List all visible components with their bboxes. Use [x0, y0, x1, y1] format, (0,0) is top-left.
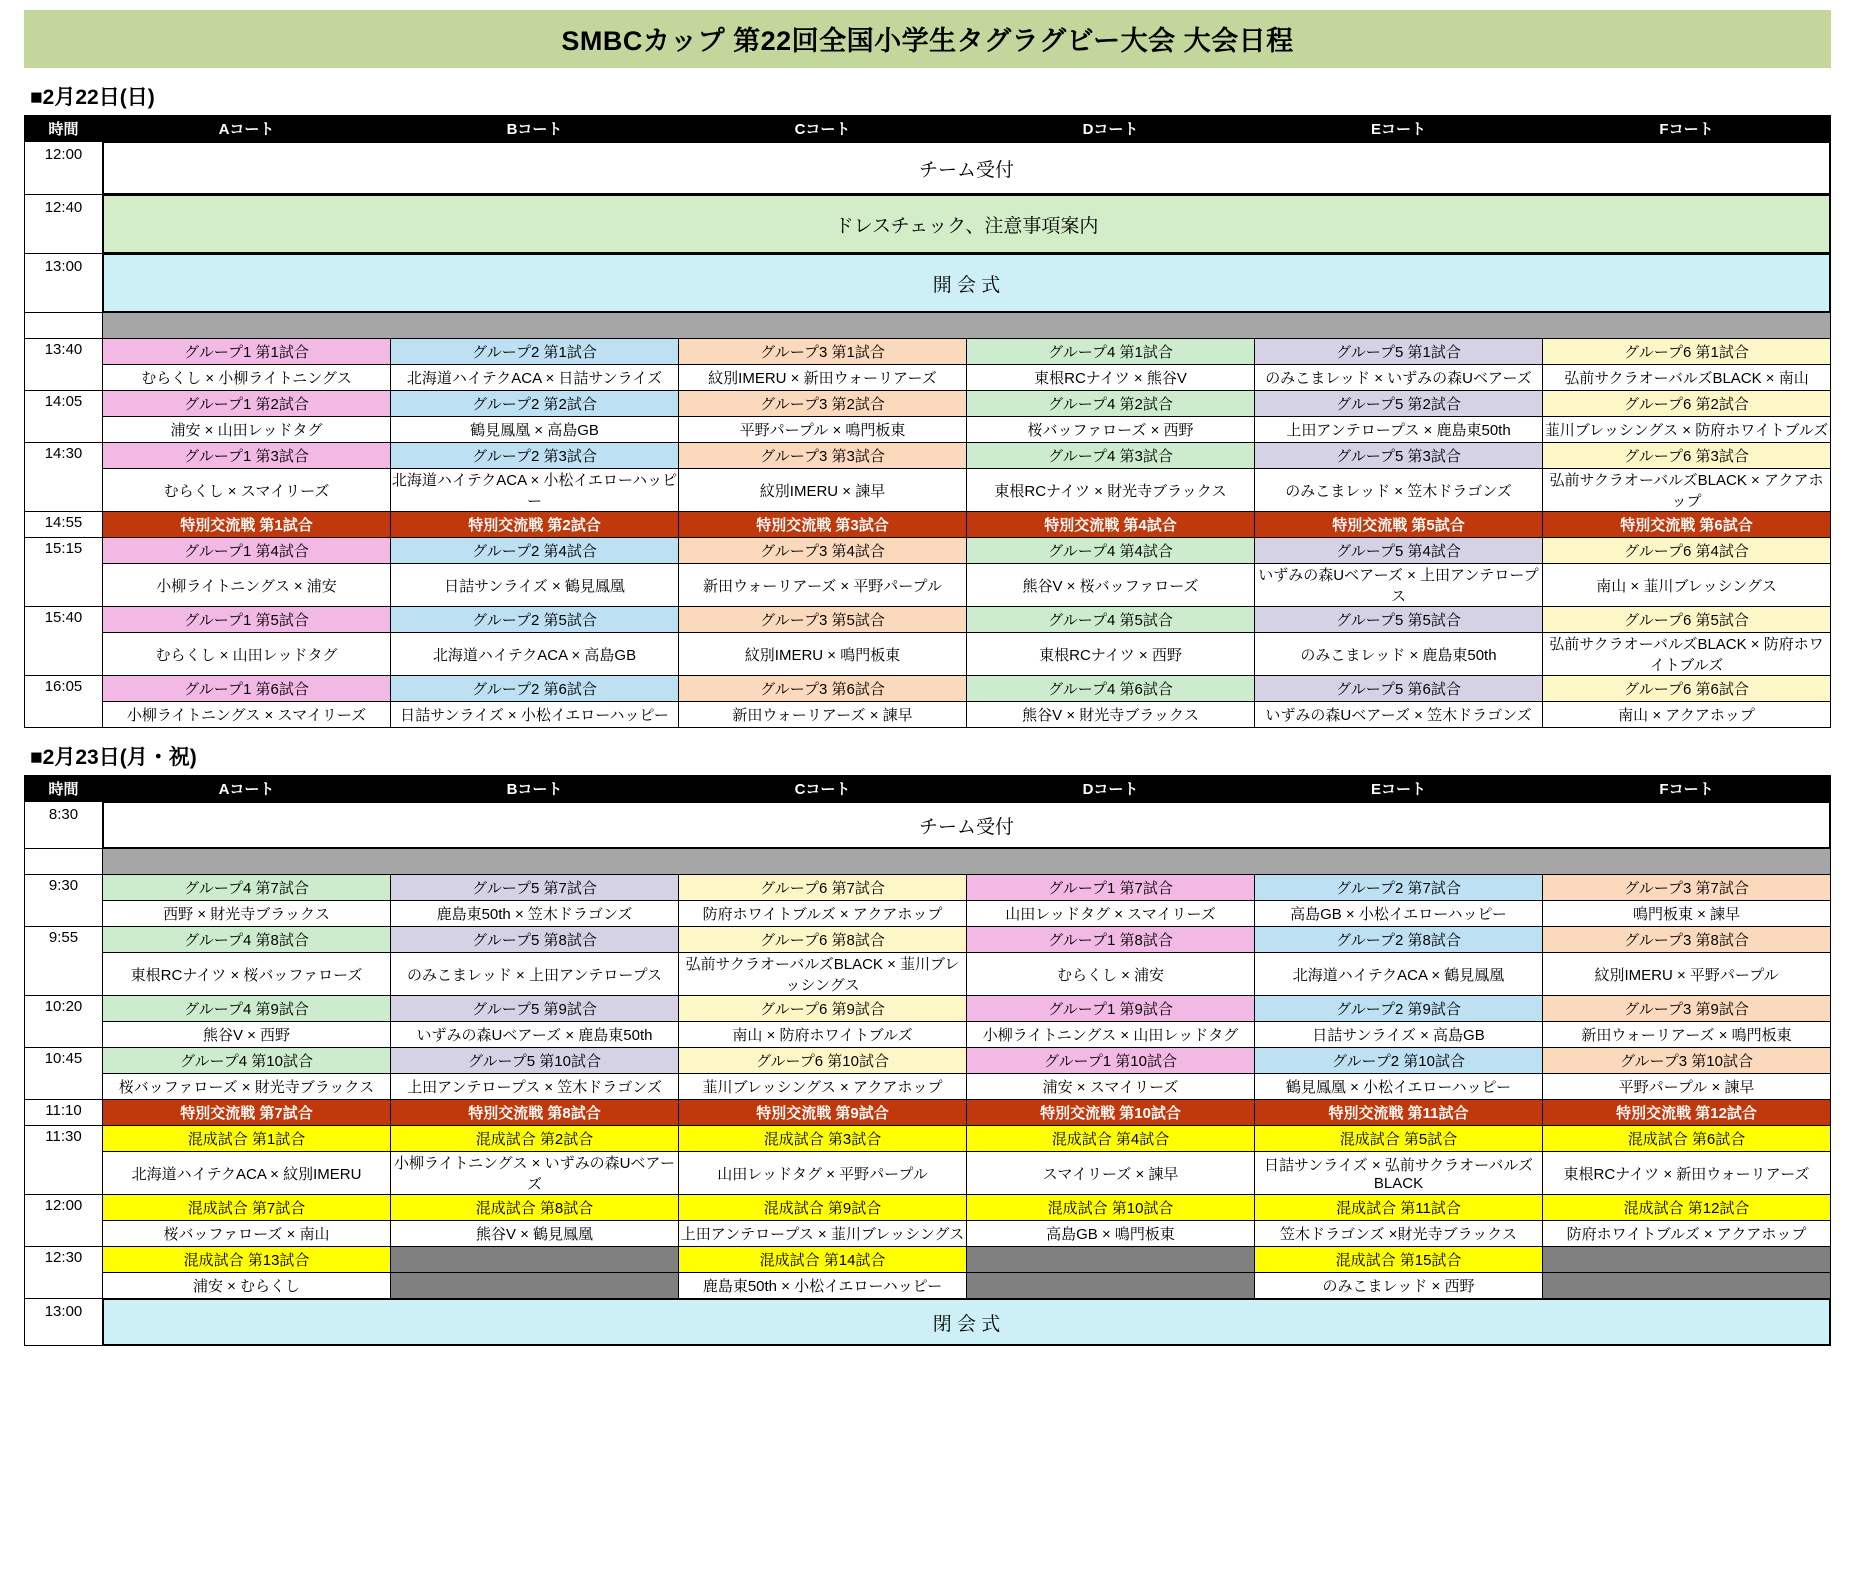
match-teams-court-2: 鹿島東50th × 笠木ドラゴンズ [391, 901, 679, 927]
page-title: SMBCカップ 第22回全国小学生タグラグビー大会 大会日程 [24, 10, 1831, 68]
match-teams-court-2: 熊谷V × 鶴見鳳凰 [391, 1221, 679, 1247]
match-teams-court-3: 弘前サクラオーバルズBLACK × 韮川ブレッシングス [679, 953, 967, 996]
match-teams-court-6 [1543, 1273, 1831, 1299]
match-label-court-5: グループ2 第8試合 [1255, 927, 1543, 953]
match-teams-court-1: 熊谷V × 西野 [103, 1022, 391, 1048]
special-match-court-5: 特別交流戦 第11試合 [1255, 1100, 1543, 1126]
time-label: 13:40 [25, 339, 103, 391]
day2-match-label-row-10 [25, 1126, 1831, 1152]
match-teams-court-6: 弘前サクラオーバルズBLACK × 南山 [1543, 365, 1831, 391]
match-teams-court-4: 桜バッファローズ × 西野 [967, 417, 1255, 443]
match-label-court-1: グループ4 第8試合 [103, 927, 391, 953]
match-teams-court-2: 北海道ハイテクACA × 小松イエローハッピー [391, 469, 679, 512]
match-teams-court-5: 高島GB × 小松イエローハッピー [1255, 901, 1543, 927]
time-label: 12:40 [25, 195, 103, 254]
column-header-court-4: Dコート [967, 776, 1255, 802]
match-label-court-4: グループ4 第5試合 [967, 607, 1255, 633]
match-teams-court-1: むらくし × 山田レッドタグ [103, 633, 391, 676]
match-label-court-1: グループ1 第3試合 [103, 443, 391, 469]
match-label-court-3: グループ3 第1試合 [679, 339, 967, 365]
schedule-band: チーム受付 [103, 802, 1830, 848]
time-label: 12:30 [25, 1247, 103, 1299]
day2-band-row-99 [25, 1299, 1831, 1346]
match-label-court-5: グループ5 第5試合 [1255, 607, 1543, 633]
match-teams-court-1: 西野 × 財光寺ブラックス [103, 901, 391, 927]
match-label-court-6: グループ6 第5試合 [1543, 607, 1831, 633]
match-label-court-4: グループ1 第9試合 [967, 996, 1255, 1022]
match-label-court-5: グループ2 第10試合 [1255, 1048, 1543, 1074]
match-teams-court-3: 紋別IMERU × 鳴門板東 [679, 633, 967, 676]
match-teams-court-1: 浦安 × 山田レッドタグ [103, 417, 391, 443]
time-label: 13:00 [25, 1299, 103, 1346]
match-teams-court-5: 日詰サンライズ × 高島GB [1255, 1022, 1543, 1048]
match-label-court-6: グループ6 第4試合 [1543, 538, 1831, 564]
match-label-court-5: 混成試合 第15試合 [1255, 1247, 1543, 1273]
match-label-court-6: グループ6 第2試合 [1543, 391, 1831, 417]
match-label-court-3: 混成試合 第3試合 [679, 1126, 967, 1152]
match-label-court-5: グループ5 第3試合 [1255, 443, 1543, 469]
day2-match-teams-row-12 [25, 1273, 1831, 1299]
schedule-band: 閉 会 式 [103, 1299, 1830, 1345]
day1-special-row [25, 512, 1831, 538]
time-label: 11:10 [25, 1100, 103, 1126]
match-teams-court-1: 北海道ハイテクACA × 紋別IMERU [103, 1152, 391, 1195]
schedule-band-cell [103, 1299, 1831, 1346]
match-label-court-5: グループ5 第6試合 [1255, 676, 1543, 702]
special-match-court-3: 特別交流戦 第9試合 [679, 1100, 967, 1126]
match-teams-court-3: 上田アンテロープス × 韮川ブレッシングス [679, 1221, 967, 1247]
time-label: 9:55 [25, 927, 103, 996]
column-header-time: 時間 [25, 116, 103, 142]
match-teams-court-6: 紋別IMERU × 平野パープル [1543, 953, 1831, 996]
match-label-court-6 [1543, 1247, 1831, 1273]
match-label-court-1: グループ4 第7試合 [103, 875, 391, 901]
match-label-court-2: 混成試合 第2試合 [391, 1126, 679, 1152]
match-label-court-4: グループ4 第3試合 [967, 443, 1255, 469]
day2-match-teams-row-3 [25, 1074, 1831, 1100]
match-label-court-2 [391, 1247, 679, 1273]
match-label-court-2: グループ2 第5試合 [391, 607, 679, 633]
day1-match-teams-row-1 [25, 417, 1831, 443]
match-label-court-4: 混成試合 第4試合 [967, 1126, 1255, 1152]
match-label-court-4: グループ1 第8試合 [967, 927, 1255, 953]
match-teams-court-2: いずみの森Uベアーズ × 鹿島東50th [391, 1022, 679, 1048]
day1-match-label-row-2 [25, 443, 1831, 469]
match-teams-court-6: 鳴門板東 × 諫早 [1543, 901, 1831, 927]
match-teams-court-3: 紋別IMERU × 新田ウォーリアーズ [679, 365, 967, 391]
match-label-court-2: グループ5 第9試合 [391, 996, 679, 1022]
match-label-court-6: グループ6 第3試合 [1543, 443, 1831, 469]
match-label-court-3: 混成試合 第14試合 [679, 1247, 967, 1273]
match-label-court-3: 混成試合 第9試合 [679, 1195, 967, 1221]
match-teams-court-6: 防府ホワイトブルズ × アクアホップ [1543, 1221, 1831, 1247]
match-teams-court-5: 北海道ハイテクACA × 鶴見鳳凰 [1255, 953, 1543, 996]
match-teams-court-2 [391, 1273, 679, 1299]
match-label-court-1: 混成試合 第7試合 [103, 1195, 391, 1221]
match-teams-court-6: 東根RCナイツ × 新田ウォーリアーズ [1543, 1152, 1831, 1195]
match-teams-court-5: いずみの森Uベアーズ × 上田アンテロープス [1255, 564, 1543, 607]
match-label-court-5: グループ5 第1試合 [1255, 339, 1543, 365]
column-header-court-1: Aコート [103, 116, 391, 142]
match-label-court-1: グループ1 第6試合 [103, 676, 391, 702]
gray-separator [103, 849, 1831, 875]
column-header-court-4: Dコート [967, 116, 1255, 142]
match-teams-court-5: 日詰サンライズ × 弘前サクラオーバルズBLACK [1255, 1152, 1543, 1195]
special-match-court-6: 特別交流戦 第12試合 [1543, 1100, 1831, 1126]
match-teams-court-1: むらくし × スマイリーズ [103, 469, 391, 512]
column-header-court-3: Cコート [679, 116, 967, 142]
match-label-court-5: グループ5 第2試合 [1255, 391, 1543, 417]
match-teams-court-1: 小柳ライトニングス × 浦安 [103, 564, 391, 607]
day1-match-label-row-12 [25, 676, 1831, 702]
match-teams-court-3: 平野パープル × 鳴門板東 [679, 417, 967, 443]
day1-match-teams-row-11 [25, 633, 1831, 676]
day1-match-teams-row-10 [25, 564, 1831, 607]
match-teams-court-2: 北海道ハイテクACA × 日詰サンライズ [391, 365, 679, 391]
column-header-court-3: Cコート [679, 776, 967, 802]
schedule-band-cell [103, 802, 1831, 849]
match-label-court-2: グループ5 第8試合 [391, 927, 679, 953]
day1-separator-row [25, 313, 1831, 339]
match-label-court-6: 混成試合 第12試合 [1543, 1195, 1831, 1221]
day2-match-label-row-12 [25, 1247, 1831, 1273]
day2-match-teams-row-0 [25, 901, 1831, 927]
day1-header-row [25, 116, 1831, 142]
match-label-court-6: グループ3 第9試合 [1543, 996, 1831, 1022]
match-teams-court-6: 南山 × 韮川ブレッシングス [1543, 564, 1831, 607]
match-teams-court-4: 熊谷V × 桜バッファローズ [967, 564, 1255, 607]
match-teams-court-1: 小柳ライトニングス × スマイリーズ [103, 702, 391, 728]
match-label-court-2: グループ2 第1試合 [391, 339, 679, 365]
day2-table [24, 775, 1831, 1346]
day2-match-label-row-3 [25, 1048, 1831, 1074]
match-label-court-2: グループ2 第4試合 [391, 538, 679, 564]
special-match-court-3: 特別交流戦 第3試合 [679, 512, 967, 538]
match-teams-court-1: 東根RCナイツ × 桜バッファローズ [103, 953, 391, 996]
match-label-court-6: グループ3 第10試合 [1543, 1048, 1831, 1074]
schedule-band-cell [103, 254, 1831, 313]
match-teams-court-5: いずみの森Uベアーズ × 笠木ドラゴンズ [1255, 702, 1543, 728]
time-label: 12:00 [25, 1195, 103, 1247]
day2-match-label-row-11 [25, 1195, 1831, 1221]
time-label-empty [25, 849, 103, 875]
match-teams-court-4: 高島GB × 鳴門板東 [967, 1221, 1255, 1247]
column-header-court-2: Bコート [391, 116, 679, 142]
special-match-court-6: 特別交流戦 第6試合 [1543, 512, 1831, 538]
match-teams-court-4: スマイリーズ × 諫早 [967, 1152, 1255, 1195]
match-teams-court-1: 桜バッファローズ × 南山 [103, 1221, 391, 1247]
column-header-court-5: Eコート [1255, 116, 1543, 142]
match-label-court-1: グループ4 第10試合 [103, 1048, 391, 1074]
time-label: 15:40 [25, 607, 103, 676]
day2-match-label-row-2 [25, 996, 1831, 1022]
match-label-court-4: グループ1 第10試合 [967, 1048, 1255, 1074]
match-label-court-1: グループ4 第9試合 [103, 996, 391, 1022]
match-teams-court-3: 紋別IMERU × 諫早 [679, 469, 967, 512]
special-match-court-5: 特別交流戦 第5試合 [1255, 512, 1543, 538]
match-teams-court-1: むらくし × 小柳ライトニングス [103, 365, 391, 391]
match-label-court-5: 混成試合 第11試合 [1255, 1195, 1543, 1221]
time-label: 11:30 [25, 1126, 103, 1195]
match-teams-court-5: のみこまレッド × 笠木ドラゴンズ [1255, 469, 1543, 512]
time-label: 14:55 [25, 512, 103, 538]
day1-table [24, 115, 1831, 728]
column-header-court-2: Bコート [391, 776, 679, 802]
special-match-court-1: 特別交流戦 第7試合 [103, 1100, 391, 1126]
match-teams-court-3: 南山 × 防府ホワイトブルズ [679, 1022, 967, 1048]
match-teams-court-6: 新田ウォーリアーズ × 鳴門板東 [1543, 1022, 1831, 1048]
day1-match-label-row-1 [25, 391, 1831, 417]
match-label-court-2: グループ5 第7試合 [391, 875, 679, 901]
day2-match-teams-row-10 [25, 1152, 1831, 1195]
time-label: 14:30 [25, 443, 103, 512]
match-label-court-1: グループ1 第1試合 [103, 339, 391, 365]
time-label: 14:05 [25, 391, 103, 443]
match-teams-court-1: 浦安 × むらくし [103, 1273, 391, 1299]
match-label-court-6: グループ6 第1試合 [1543, 339, 1831, 365]
match-teams-court-4: 山田レッドタグ × スマイリーズ [967, 901, 1255, 927]
match-teams-court-5: のみこまレッド × いずみの森Uベアーズ [1255, 365, 1543, 391]
day1-match-label-row-10 [25, 538, 1831, 564]
match-label-court-3: グループ3 第3試合 [679, 443, 967, 469]
time-label: 10:20 [25, 996, 103, 1048]
day2-match-teams-row-11 [25, 1221, 1831, 1247]
match-label-court-6: 混成試合 第6試合 [1543, 1126, 1831, 1152]
day2-match-label-row-0 [25, 875, 1831, 901]
match-teams-court-5: 鶴見鳳凰 × 小松イエローハッピー [1255, 1074, 1543, 1100]
match-label-court-5: グループ2 第9試合 [1255, 996, 1543, 1022]
match-label-court-4: グループ4 第2試合 [967, 391, 1255, 417]
time-label: 10:45 [25, 1048, 103, 1100]
day2-match-teams-row-1 [25, 953, 1831, 996]
match-label-court-2: グループ2 第2試合 [391, 391, 679, 417]
special-match-court-1: 特別交流戦 第1試合 [103, 512, 391, 538]
special-match-court-4: 特別交流戦 第10試合 [967, 1100, 1255, 1126]
match-label-court-1: グループ1 第2試合 [103, 391, 391, 417]
match-teams-court-6: 平野パープル × 諫早 [1543, 1074, 1831, 1100]
time-label: 9:30 [25, 875, 103, 927]
match-label-court-4: グループ1 第7試合 [967, 875, 1255, 901]
match-label-court-1: グループ1 第4試合 [103, 538, 391, 564]
schedule-band-cell [103, 142, 1831, 195]
schedule-band: チーム受付 [103, 142, 1830, 194]
match-label-court-4: グループ4 第4試合 [967, 538, 1255, 564]
match-teams-court-4 [967, 1273, 1255, 1299]
time-label: 15:15 [25, 538, 103, 607]
match-label-court-3: グループ3 第6試合 [679, 676, 967, 702]
match-label-court-3: グループ6 第7試合 [679, 875, 967, 901]
day1-band-row-0 [25, 142, 1831, 195]
day1-match-teams-row-12 [25, 702, 1831, 728]
match-label-court-3: グループ6 第8試合 [679, 927, 967, 953]
match-teams-court-2: 日詰サンライズ × 小松イエローハッピー [391, 702, 679, 728]
day2-match-teams-row-2 [25, 1022, 1831, 1048]
match-label-court-5: グループ5 第4試合 [1255, 538, 1543, 564]
match-teams-court-2: 日詰サンライズ × 鶴見鳳凰 [391, 564, 679, 607]
match-teams-court-4: むらくし × 浦安 [967, 953, 1255, 996]
match-label-court-4: 混成試合 第10試合 [967, 1195, 1255, 1221]
match-teams-court-1: 桜バッファローズ × 財光寺ブラックス [103, 1074, 391, 1100]
gray-separator [103, 313, 1831, 339]
match-label-court-3: グループ6 第10試合 [679, 1048, 967, 1074]
match-teams-court-4: 浦安 × スマイリーズ [967, 1074, 1255, 1100]
match-label-court-3: グループ3 第4試合 [679, 538, 967, 564]
day1-match-label-row-0 [25, 339, 1831, 365]
match-teams-court-5: のみこまレッド × 鹿島東50th [1255, 633, 1543, 676]
match-teams-court-5: 笠木ドラゴンズ ×財光寺ブラックス [1255, 1221, 1543, 1247]
match-teams-court-2: 上田アンテロープス × 笠木ドラゴンズ [391, 1074, 679, 1100]
column-header-time: 時間 [25, 776, 103, 802]
time-label: 13:00 [25, 254, 103, 313]
day1-match-teams-row-2 [25, 469, 1831, 512]
match-label-court-6: グループ3 第8試合 [1543, 927, 1831, 953]
match-label-court-4: グループ4 第6試合 [967, 676, 1255, 702]
day2-label: ■2月23日(月・祝) [30, 746, 197, 769]
time-label: 16:05 [25, 676, 103, 728]
special-match-court-4: 特別交流戦 第4試合 [967, 512, 1255, 538]
day1-label: ■2月22日(日) [30, 86, 155, 109]
match-teams-court-2: 北海道ハイテクACA × 高島GB [391, 633, 679, 676]
column-header-court-6: Fコート [1543, 776, 1831, 802]
match-label-court-2: グループ2 第3試合 [391, 443, 679, 469]
match-teams-court-2: 小柳ライトニングス × いずみの森Uベアーズ [391, 1152, 679, 1195]
special-match-court-2: 特別交流戦 第2試合 [391, 512, 679, 538]
match-label-court-6: グループ3 第7試合 [1543, 875, 1831, 901]
match-teams-court-5: 上田アンテロープス × 鹿島東50th [1255, 417, 1543, 443]
match-teams-court-2: のみこまレッド × 上田アンテロープス [391, 953, 679, 996]
time-label-empty [25, 313, 103, 339]
day2-separator-row [25, 849, 1831, 875]
special-match-court-2: 特別交流戦 第8試合 [391, 1100, 679, 1126]
match-label-court-5: グループ2 第7試合 [1255, 875, 1543, 901]
day2-band-row-0 [25, 802, 1831, 849]
match-label-court-3: グループ3 第5試合 [679, 607, 967, 633]
match-teams-court-5: のみこまレッド × 西野 [1255, 1273, 1543, 1299]
match-teams-court-3: 新田ウォーリアーズ × 諫早 [679, 702, 967, 728]
match-teams-court-4: 東根RCナイツ × 熊谷V [967, 365, 1255, 391]
match-teams-court-4: 熊谷V × 財光寺ブラックス [967, 702, 1255, 728]
match-label-court-4: グループ4 第1試合 [967, 339, 1255, 365]
match-teams-court-6: 弘前サクラオーバルズBLACK × 防府ホワイトブルズ [1543, 633, 1831, 676]
match-label-court-1: 混成試合 第13試合 [103, 1247, 391, 1273]
match-teams-court-3: 韮川ブレッシングス × アクアホップ [679, 1074, 967, 1100]
match-label-court-3: グループ6 第9試合 [679, 996, 967, 1022]
day2-match-label-row-1 [25, 927, 1831, 953]
match-label-court-2: 混成試合 第8試合 [391, 1195, 679, 1221]
schedule-band-cell [103, 195, 1831, 254]
schedule-band: ドレスチェック、注意事項案内 [103, 195, 1830, 253]
match-teams-court-3: 新田ウォーリアーズ × 平野パープル [679, 564, 967, 607]
match-teams-court-6: 南山 × アクアホップ [1543, 702, 1831, 728]
match-teams-court-6: 弘前サクラオーバルズBLACK × アクアホップ [1543, 469, 1831, 512]
day2-special-row [25, 1100, 1831, 1126]
match-teams-court-2: 鶴見鳳凰 × 高島GB [391, 417, 679, 443]
day1-band-row-1 [25, 195, 1831, 254]
match-label-court-6: グループ6 第6試合 [1543, 676, 1831, 702]
column-header-court-5: Eコート [1255, 776, 1543, 802]
column-header-court-1: Aコート [103, 776, 391, 802]
match-label-court-2: グループ2 第6試合 [391, 676, 679, 702]
match-teams-court-3: 鹿島東50th × 小松イエローハッピー [679, 1273, 967, 1299]
match-label-court-5: 混成試合 第5試合 [1255, 1126, 1543, 1152]
match-teams-court-4: 東根RCナイツ × 西野 [967, 633, 1255, 676]
match-label-court-3: グループ3 第2試合 [679, 391, 967, 417]
match-label-court-2: グループ5 第10試合 [391, 1048, 679, 1074]
match-label-court-1: 混成試合 第1試合 [103, 1126, 391, 1152]
match-teams-court-3: 防府ホワイトブルズ × アクアホップ [679, 901, 967, 927]
match-teams-court-4: 小柳ライトニングス × 山田レッドタグ [967, 1022, 1255, 1048]
match-teams-court-4: 東根RCナイツ × 財光寺ブラックス [967, 469, 1255, 512]
match-teams-court-3: 山田レッドタグ × 平野パープル [679, 1152, 967, 1195]
time-label: 12:00 [25, 142, 103, 195]
day1-match-label-row-11 [25, 607, 1831, 633]
day1-match-teams-row-0 [25, 365, 1831, 391]
schedule-band: 開 会 式 [103, 254, 1830, 312]
day1-band-row-2 [25, 254, 1831, 313]
match-teams-court-6: 韮川ブレッシングス × 防府ホワイトブルズ [1543, 417, 1831, 443]
day2-header-row [25, 776, 1831, 802]
match-label-court-4 [967, 1247, 1255, 1273]
match-label-court-1: グループ1 第5試合 [103, 607, 391, 633]
time-label: 8:30 [25, 802, 103, 849]
column-header-court-6: Fコート [1543, 116, 1831, 142]
